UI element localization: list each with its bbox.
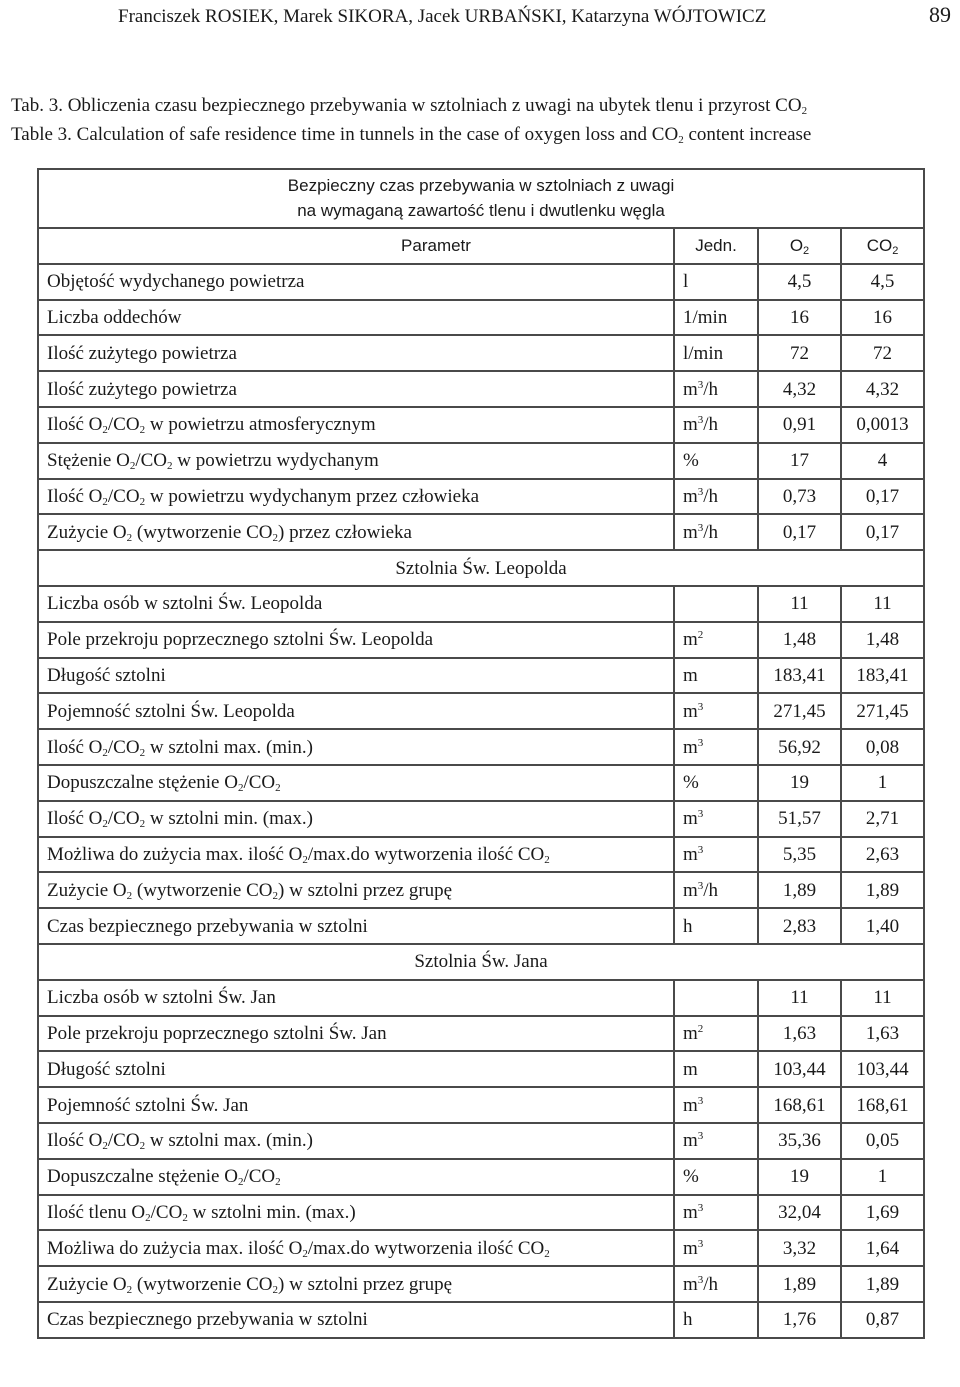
parameter-cell: Pole przekroju poprzecznego sztolni Św. Jan: [38, 1016, 674, 1052]
table-row: [38, 300, 924, 336]
o2-value-cell: 17: [758, 443, 841, 479]
col-header-parameter: Parametr: [38, 228, 674, 264]
unit-cell: h: [674, 1302, 758, 1338]
parameter-cell: Możliwa do zużycia max. ilość $O_2/\max.do$ wytworzenia ilość $CO_2$: [38, 837, 674, 873]
unit-cell: $m^3$: [674, 1123, 758, 1159]
unit-cell: %: [674, 765, 758, 801]
unit-cell: l/min: [674, 335, 758, 371]
parameter-cell: Objętość wydychanego powietrza: [38, 264, 674, 300]
o2-value-cell: 0,91: [758, 407, 841, 443]
table-row: [38, 1195, 924, 1231]
co2-value-cell: 0,05: [841, 1123, 924, 1159]
table-row: [38, 658, 924, 694]
unit-cell: $m^3/h$: [674, 514, 758, 550]
parameter-cell: Możliwa do zużycia max. ilość $O_2/\max.do$ wytworzenia ilość $CO_2$: [38, 1230, 674, 1266]
co2-value-cell: 2,71: [841, 801, 924, 837]
table-row: [38, 479, 924, 515]
o2-value-cell: 56,92: [758, 729, 841, 765]
table-row: [38, 264, 924, 300]
parameter-cell: Liczba osób w sztolni Św. Leopolda: [38, 586, 674, 622]
unit-cell: $m^2$: [674, 622, 758, 658]
parameter-cell: Czas bezpiecznego przebywania w sztolni: [38, 1302, 674, 1338]
table-row: [38, 729, 924, 765]
table-title-line1: Bezpieczny czas przebywania w sztolniach z uwagi: [287, 175, 675, 195]
co2-value-cell: 0,0013: [841, 407, 924, 443]
o2-value-cell: 168,61: [758, 1087, 841, 1123]
co2-value-cell: 0,17: [841, 479, 924, 515]
o2-value-cell: 3,32: [758, 1230, 841, 1266]
co2-value-cell: 0,17: [841, 514, 924, 550]
table-row: [38, 371, 924, 407]
o2-value-cell: 103,44: [758, 1051, 841, 1087]
co2-value-cell: 2,63: [841, 837, 924, 873]
table-row: [38, 586, 924, 622]
table-row: [38, 765, 924, 801]
co2-value-cell: 72: [841, 335, 924, 371]
parameter-cell: Ilość $O_2/CO_2$ w sztolni max. (min.): [38, 1123, 674, 1159]
co2-value-cell: 1,63: [841, 1016, 924, 1052]
unit-cell: $m^2$: [674, 1016, 758, 1052]
table-row: [38, 1302, 924, 1338]
parameter-cell: Ilość zużytego powietrza: [38, 335, 674, 371]
parameter-cell: Czas bezpiecznego przebywania w sztolni: [38, 908, 674, 944]
co2-value-cell: 1: [841, 765, 924, 801]
table-row: [38, 693, 924, 729]
o2-value-cell: 1,63: [758, 1016, 841, 1052]
unit-cell: $m^3$: [674, 693, 758, 729]
parameter-cell: Długość sztolni: [38, 1051, 674, 1087]
o2-value-cell: 1,76: [758, 1302, 841, 1338]
parameter-cell: Stężenie $O_2/CO_2$ w powietrzu wydychanym: [38, 443, 674, 479]
co2-value-cell: 4,5: [841, 264, 924, 300]
running-head: [0, 2, 960, 32]
unit-cell: $m^3$: [674, 729, 758, 765]
caption-pl-text: Tab. 3. Obliczenia czasu bezpiecznego przebywania w sztolniach z uwagi na ubytek tlenu i przyrost CO: [11, 95, 802, 116]
unit-cell: %: [674, 1159, 758, 1195]
o2-value-cell: 32,04: [758, 1195, 841, 1231]
table-row: [38, 335, 924, 371]
table-row: [38, 1266, 924, 1302]
o2-value-cell: 4,5: [758, 264, 841, 300]
parameter-cell: Ilość $O_2/CO_2$ w powietrzu wydychanym przez człowieka: [38, 479, 674, 515]
parameter-cell: Ilość tlenu $O_2/CO_2$ w sztolni min. (max.): [38, 1195, 674, 1231]
table-row: [38, 1123, 924, 1159]
unit-cell: $m^3$: [674, 1087, 758, 1123]
unit-cell: %: [674, 443, 758, 479]
o2-value-cell: 271,45: [758, 693, 841, 729]
co2-value-cell: 183,41: [841, 658, 924, 694]
table-row: [38, 908, 924, 944]
parameter-cell: Zużycie $O_2$ (wytworzenie $CO_2$) w sztolni przez grupę: [38, 872, 674, 908]
unit-cell: $m^3/h$: [674, 479, 758, 515]
unit-cell: [674, 980, 758, 1016]
authors: Franciszek ROSIEK, Marek SIKORA, Jacek URBAŃSKI, Katarzyna WÓJTOWICZ: [118, 6, 767, 27]
table-row: [38, 1230, 924, 1266]
table-row: [38, 1159, 924, 1195]
data-table: [37, 168, 925, 1339]
unit-cell: $m^3$: [674, 1230, 758, 1266]
co2-value-cell: 103,44: [841, 1051, 924, 1087]
parameter-cell: Dopuszczalne stężenie $O_2/CO_2$: [38, 765, 674, 801]
section-title-jan-row: [38, 944, 924, 980]
co2-value-cell: 4: [841, 443, 924, 479]
co2-value-cell: 0,08: [841, 729, 924, 765]
o2-value-cell: 5,35: [758, 837, 841, 873]
o2-value-cell: 72: [758, 335, 841, 371]
co2-value-cell: 1,89: [841, 872, 924, 908]
col-header-o2: $O_2$: [758, 228, 841, 264]
co2-value-cell: 0,87: [841, 1302, 924, 1338]
table-row: [38, 407, 924, 443]
co2-value-cell: 16: [841, 300, 924, 336]
unit-cell: h: [674, 908, 758, 944]
col-header-unit: Jedn.: [674, 228, 758, 264]
table-row: [38, 872, 924, 908]
parameter-cell: Ilość zużytego powietrza: [38, 371, 674, 407]
table-row: [38, 622, 924, 658]
table-caption-english: [11, 124, 811, 146]
caption-en-text: Table 3. Calculation of safe residence time in tunnels in the case of oxygen loss and CO: [11, 124, 679, 145]
table-row: [38, 514, 924, 550]
col-header-co2: $CO_2$: [841, 228, 924, 264]
o2-value-cell: 11: [758, 980, 841, 1016]
co2-value-cell: 1,69: [841, 1195, 924, 1231]
co2-value-cell: 1,64: [841, 1230, 924, 1266]
o2-value-cell: 35,36: [758, 1123, 841, 1159]
parameter-cell: Liczba oddechów: [38, 300, 674, 336]
unit-cell: $m^3/h$: [674, 371, 758, 407]
o2-value-cell: 16: [758, 300, 841, 336]
table-row: [38, 443, 924, 479]
co2-value-cell: 1,48: [841, 622, 924, 658]
o2-value-cell: 1,89: [758, 1266, 841, 1302]
unit-cell: $m^3/h$: [674, 1266, 758, 1302]
unit-cell: $m^3$: [674, 837, 758, 873]
o2-value-cell: 11: [758, 586, 841, 622]
o2-value-cell: 1,48: [758, 622, 841, 658]
o2-value-cell: 19: [758, 765, 841, 801]
parameter-cell: Pojemność sztolni Św. Leopolda: [38, 693, 674, 729]
co2-value-cell: 4,32: [841, 371, 924, 407]
parameter-cell: Zużycie $O_2$ (wytworzenie $CO_2$) przez człowieka: [38, 514, 674, 550]
column-header-row: [38, 228, 924, 264]
co2-value-cell: 1,40: [841, 908, 924, 944]
table-row: [38, 837, 924, 873]
parameter-cell: Dopuszczalne stężenie $O_2/CO_2$: [38, 1159, 674, 1195]
co2-value-cell: 1: [841, 1159, 924, 1195]
section-title-leopold: Sztolnia Św. Leopolda: [38, 550, 924, 586]
unit-cell: m: [674, 658, 758, 694]
table-row: [38, 1051, 924, 1087]
table-title: [38, 169, 924, 228]
caption-en-tail: content increase: [683, 124, 812, 145]
o2-value-cell: 19: [758, 1159, 841, 1195]
co2-value-cell: 1,89: [841, 1266, 924, 1302]
unit-cell: 1/min: [674, 300, 758, 336]
parameter-cell: Pojemność sztolni Św. Jan: [38, 1087, 674, 1123]
page-number: 89: [929, 2, 951, 27]
o2-value-cell: 1,89: [758, 872, 841, 908]
table-caption-polish: [11, 95, 807, 117]
caption-pl-sub: 2: [801, 105, 808, 117]
parameter-cell: Pole przekroju poprzecznego sztolni Św. Leopolda: [38, 622, 674, 658]
unit-cell: $m^3/h$: [674, 407, 758, 443]
unit-cell: $m^3$: [674, 801, 758, 837]
parameter-cell: Ilość $O_2/CO_2$ w powietrzu atmosferycznym: [38, 407, 674, 443]
co2-value-cell: 271,45: [841, 693, 924, 729]
o2-value-cell: 4,32: [758, 371, 841, 407]
co2-value-cell: 168,61: [841, 1087, 924, 1123]
table-row: [38, 1016, 924, 1052]
o2-value-cell: 0,73: [758, 479, 841, 515]
section-title-leopold-row: [38, 550, 924, 586]
caption-en-sub: 2: [678, 134, 684, 146]
table-row: [38, 801, 924, 837]
co2-value-cell: 11: [841, 980, 924, 1016]
table-title-line2: na wymaganą zawartość tlenu i dwutlenku węgla: [297, 200, 665, 220]
unit-cell: $m^3/h$: [674, 872, 758, 908]
unit-cell: l: [674, 264, 758, 300]
co2-value-cell: 11: [841, 586, 924, 622]
parameter-cell: Długość sztolni: [38, 658, 674, 694]
table-row: [38, 1087, 924, 1123]
table-title-row: [38, 169, 924, 228]
unit-cell: $m^3$: [674, 1195, 758, 1231]
o2-value-cell: 51,57: [758, 801, 841, 837]
unit-cell: [674, 586, 758, 622]
table-row: [38, 980, 924, 1016]
parameter-cell: Ilość $O_2/CO_2$ w sztolni max. (min.): [38, 729, 674, 765]
unit-cell: m: [674, 1051, 758, 1087]
parameter-cell: Zużycie $O_2$ (wytworzenie $CO_2$) w sztolni przez grupę: [38, 1266, 674, 1302]
o2-value-cell: 0,17: [758, 514, 841, 550]
section-title-jan: Sztolnia Św. Jana: [38, 944, 924, 980]
o2-value-cell: 2,83: [758, 908, 841, 944]
parameter-cell: Liczba osób w sztolni Św. Jan: [38, 980, 674, 1016]
o2-value-cell: 183,41: [758, 658, 841, 694]
parameter-cell: Ilość $O_2/CO_2$ w sztolni min. (max.): [38, 801, 674, 837]
